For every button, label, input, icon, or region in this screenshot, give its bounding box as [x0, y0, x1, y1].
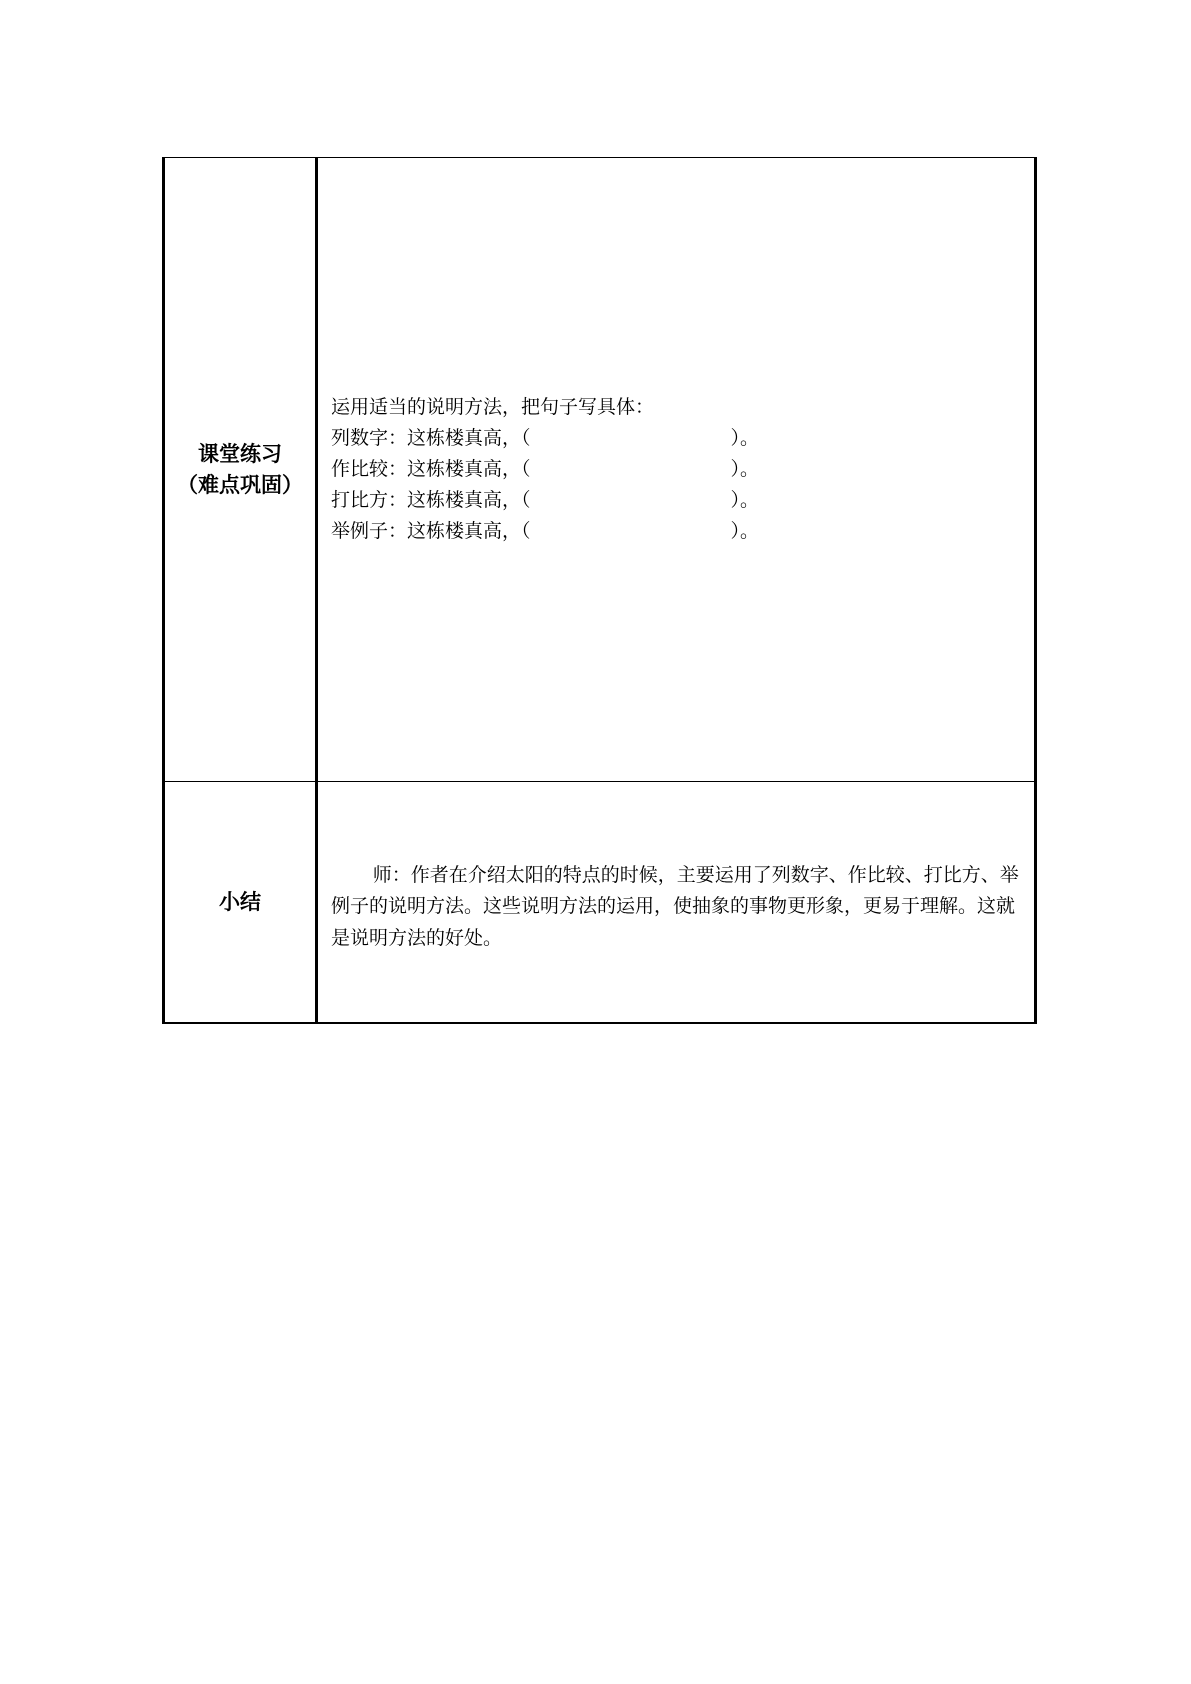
practice-item [331, 516, 1022, 547]
practice-item-suffix: ）。 [730, 458, 760, 480]
practice-item-prefix: 打比方：这栋楼真高，（ [331, 489, 531, 511]
table-row-practice [164, 158, 1036, 782]
practice-content [318, 392, 1034, 547]
summary-content-cell [317, 782, 1036, 1024]
practice-label-cell [164, 158, 317, 782]
practice-item [331, 423, 1022, 454]
practice-item [331, 485, 1022, 516]
summary-text: 师：作者在介绍太阳的特点的时候，主要运用了列数字、作比较、打比方、举例子的说明方法。这些说明方法的运用，使抽象的事物更形象，更易于理解。这就是说明方法的好处。 [331, 863, 1019, 949]
practice-item-suffix: ）。 [730, 427, 760, 449]
practice-instruction: 运用适当的说明方法，把句子写具体： [331, 396, 655, 418]
summary-label: 小结 [219, 889, 261, 914]
lesson-plan-table [162, 157, 1037, 1024]
practice-sublabel: （难点巩固） [177, 472, 303, 497]
practice-item [331, 454, 1022, 485]
practice-content-cell [317, 158, 1036, 782]
practice-item-prefix: 举例子：这栋楼真高，（ [331, 520, 531, 542]
practice-item-prefix: 列数字：这栋楼真高，（ [331, 427, 531, 449]
practice-item-suffix: ）。 [730, 520, 760, 542]
practice-item-prefix: 作比较：这栋楼真高，（ [331, 458, 531, 480]
practice-label: 课堂练习 [198, 441, 282, 466]
practice-item-suffix: ）。 [730, 489, 760, 511]
table-row-summary [164, 782, 1036, 1024]
summary-label-cell [164, 782, 317, 1024]
